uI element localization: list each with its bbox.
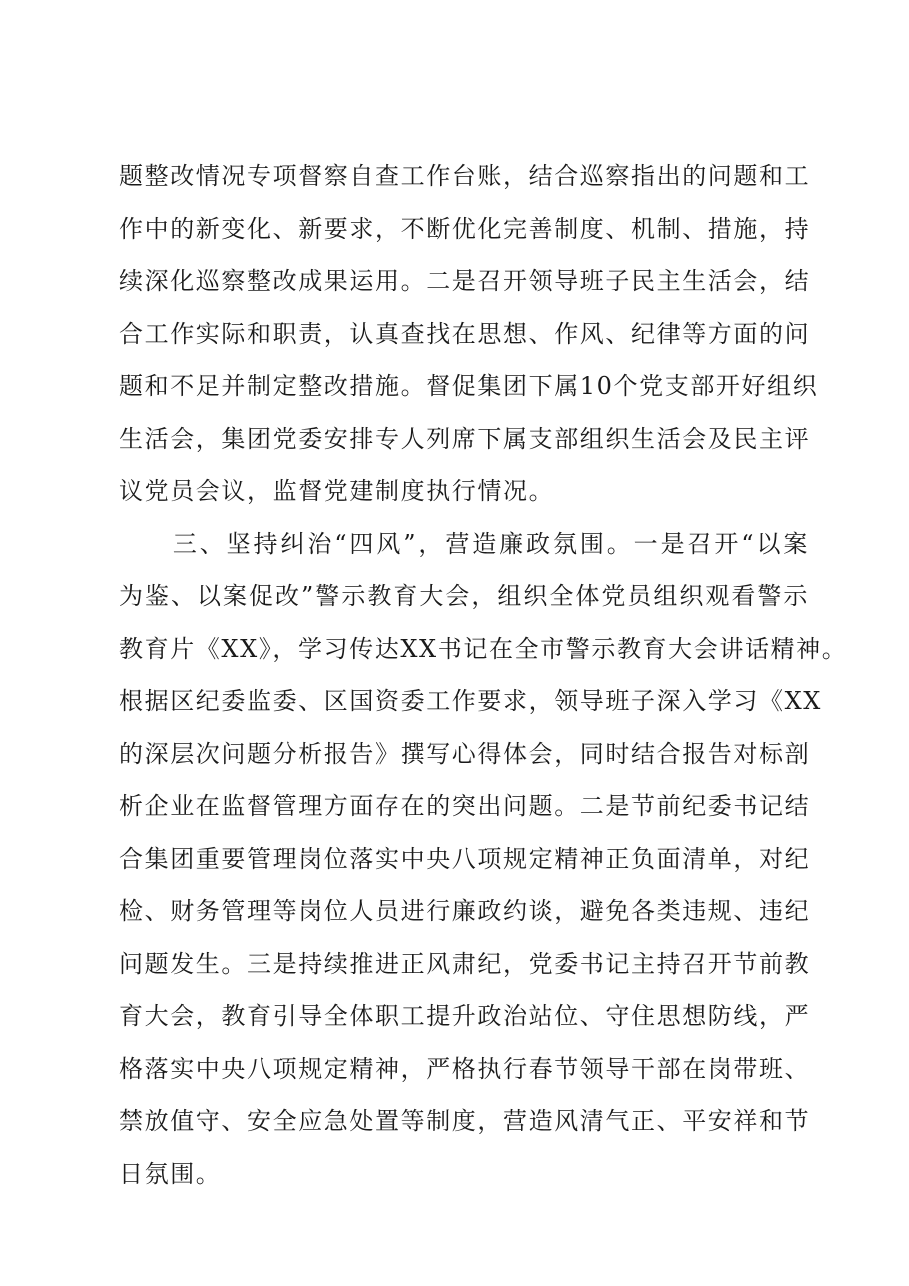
text-line: 禁放值守、安全应急处置等制度，营造风清气正、平安祥和节 xyxy=(119,1107,811,1135)
text-line: 日氛围。 xyxy=(119,1159,222,1188)
paragraph-heading-line: 三、坚持纠治“四风”，营造廉政氛围。一是召开“以案 xyxy=(119,529,809,558)
text-line: 问题发生。三是持续推进正风肃纪，党委书记主持召开节前教 xyxy=(119,949,811,978)
text-line: 育大会，教育引导全体职工提升政治站位、守住思想防线，严 xyxy=(119,1002,811,1030)
text-line: 续深化巡察整改成果运用。二是召开领导班子民主生活会，结 xyxy=(119,267,811,295)
text-line: 题整改情况专项督察自查工作台账，结合巡察指出的问题和工 xyxy=(119,162,811,190)
text-line: 的深层次问题分析报告》撰写心得体会，同时结合报告对标剖 xyxy=(119,739,811,768)
text-line: 根据区纪委监委、区国资委工作要求，领导班子深入学习《XX xyxy=(119,687,822,715)
text-line: 格落实中央八项规定精神，严格执行春节领导干部在岗带班、 xyxy=(119,1054,811,1083)
text-line: 检、财务管理等岗位人员进行廉政约谈，避免各类违规、违纪 xyxy=(119,897,811,925)
body-text xyxy=(119,158,848,1208)
text-line: 作中的新变化、新要求，不断优化完善制度、机制、措施，持 xyxy=(119,214,811,243)
text-line: 合工作实际和职责，认真查找在思想、作风、纪律等方面的问 xyxy=(119,319,811,348)
text-line: 为鉴、以案促改”警示教育大会，组织全体党员组织观看警示 xyxy=(119,582,809,610)
text-line: 合集团重要管理岗位落实中央八项规定精神正负面清单，对纪 xyxy=(119,844,811,873)
text-line: 题和不足并制定整改措施。督促集团下属10个党支部开好组织 xyxy=(119,372,819,400)
text-line: 生活会，集团党委安排专人列席下属支部组织生活会及民主评 xyxy=(119,424,811,453)
text-line: 教育片《XX》，学习传达XX书记在全市警示教育大会讲话精神。 xyxy=(119,634,848,663)
text-line: 议党员会议，监督党建制度执行情况。 xyxy=(119,477,555,505)
text-line: 析企业在监督管理方面存在的突出问题。二是节前纪委书记结 xyxy=(119,792,811,820)
